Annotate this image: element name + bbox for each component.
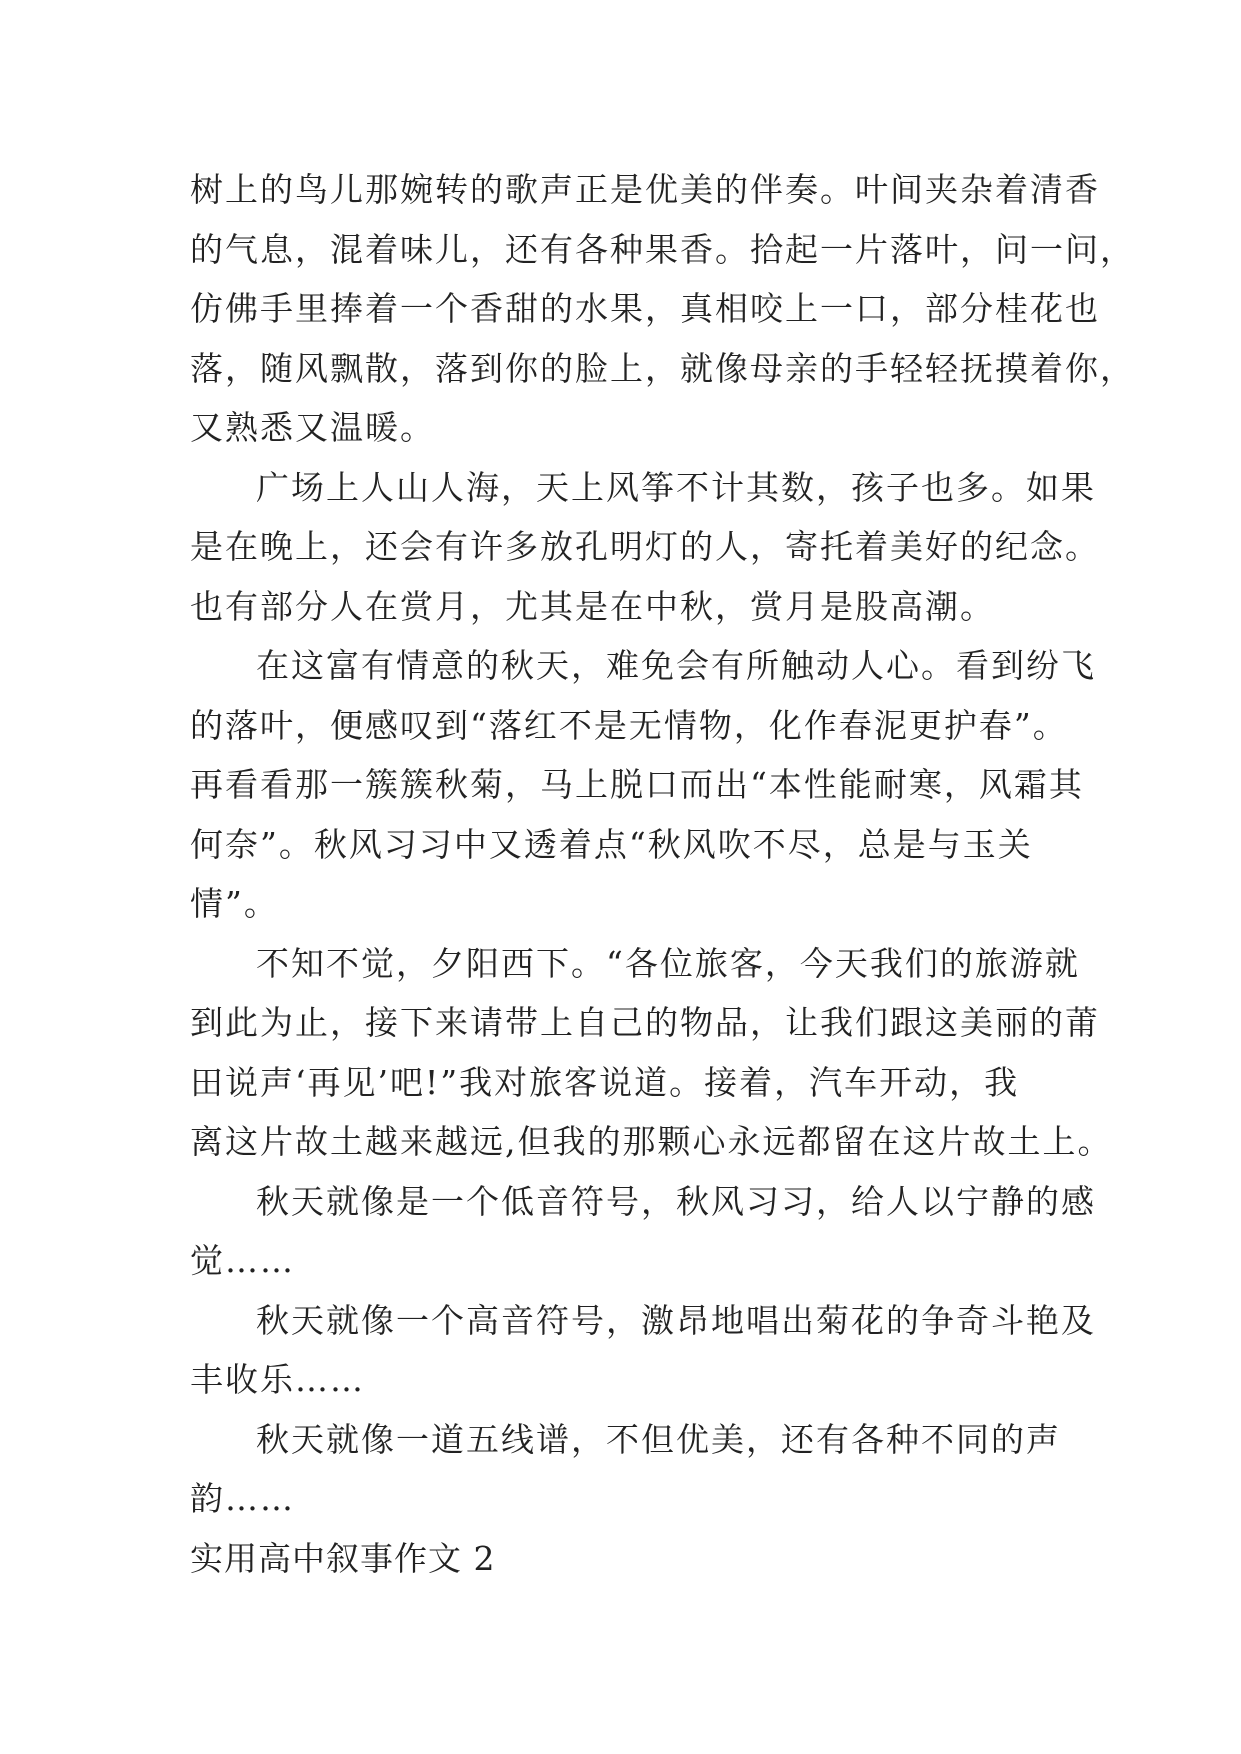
- text-line: 秋天就像一个高音符号，激昂地唱出菊花的争奇斗艳及: [256, 1300, 1096, 1340]
- text-line: 田说声‘再见’吧!”我对旅客说道。接着，汽车开动，我: [190, 1062, 1020, 1102]
- text-line: 觉……: [190, 1241, 295, 1280]
- text-line: 韵……: [190, 1479, 295, 1518]
- text-line: 到此为止，接下来请带上自己的物品，让我们跟这美丽的莆: [190, 1003, 1100, 1042]
- text-line: 离这片故土越来越远,但我的那颗心永远都留在这片故土上。: [190, 1122, 1113, 1161]
- text-line: 广场上人山人海，天上风筝不计其数，孩子也多。如果: [256, 467, 1096, 507]
- text-line: 何奈”。秋风习习中又透着点“秋风吹不尽，总是与玉关: [190, 824, 1033, 864]
- text-line: 再看看那一簇簇秋菊，马上脱口而出“本性能耐寒，风霜其: [190, 765, 1084, 804]
- text-line: 是在晚上，还会有许多放孔明灯的人，寄托着美好的纪念。: [190, 527, 1100, 566]
- document-body: [190, 160, 1135, 1588]
- section-heading: 实用高中叙事作文 2: [190, 1538, 496, 1578]
- text-line: 秋天就像是一个低音符号，秋风习习，给人以宁静的感: [256, 1181, 1096, 1221]
- text-line: 的落叶，便感叹到“落红不是无情物，化作春泥更护春”。: [190, 705, 1068, 745]
- text-line: 仿佛手里捧着一个香甜的水果，真相咬上一口，部分桂花也: [190, 289, 1100, 328]
- text-line: 的气息，混着味儿，还有各种果香。拾起一片落叶，问一问，: [190, 229, 1135, 269]
- text-line: 又熟悉又温暖。: [190, 408, 435, 447]
- text-line: 情”。: [190, 884, 279, 923]
- text-line: 也有部分人在赏月，尤其是在中秋，赏月是股高潮。: [190, 586, 995, 626]
- text-line: 丰收乐……: [190, 1360, 365, 1399]
- text-line: 在这富有情意的秋天，难免会有所触动人心。看到纷飞: [256, 646, 1096, 685]
- text-line: 不知不觉，夕阳西下。“各位旅客，今天我们的旅游就: [256, 943, 1080, 983]
- text-line: 树上的鸟儿那婉转的歌声正是优美的伴奏。叶间夹杂着清香: [190, 170, 1100, 209]
- text-line: 秋天就像一道五线谱，不但优美，还有各种不同的声: [256, 1419, 1061, 1459]
- text-line: 落，随风飘散，落到你的脸上，就像母亲的手轻轻抚摸着你，: [190, 348, 1135, 388]
